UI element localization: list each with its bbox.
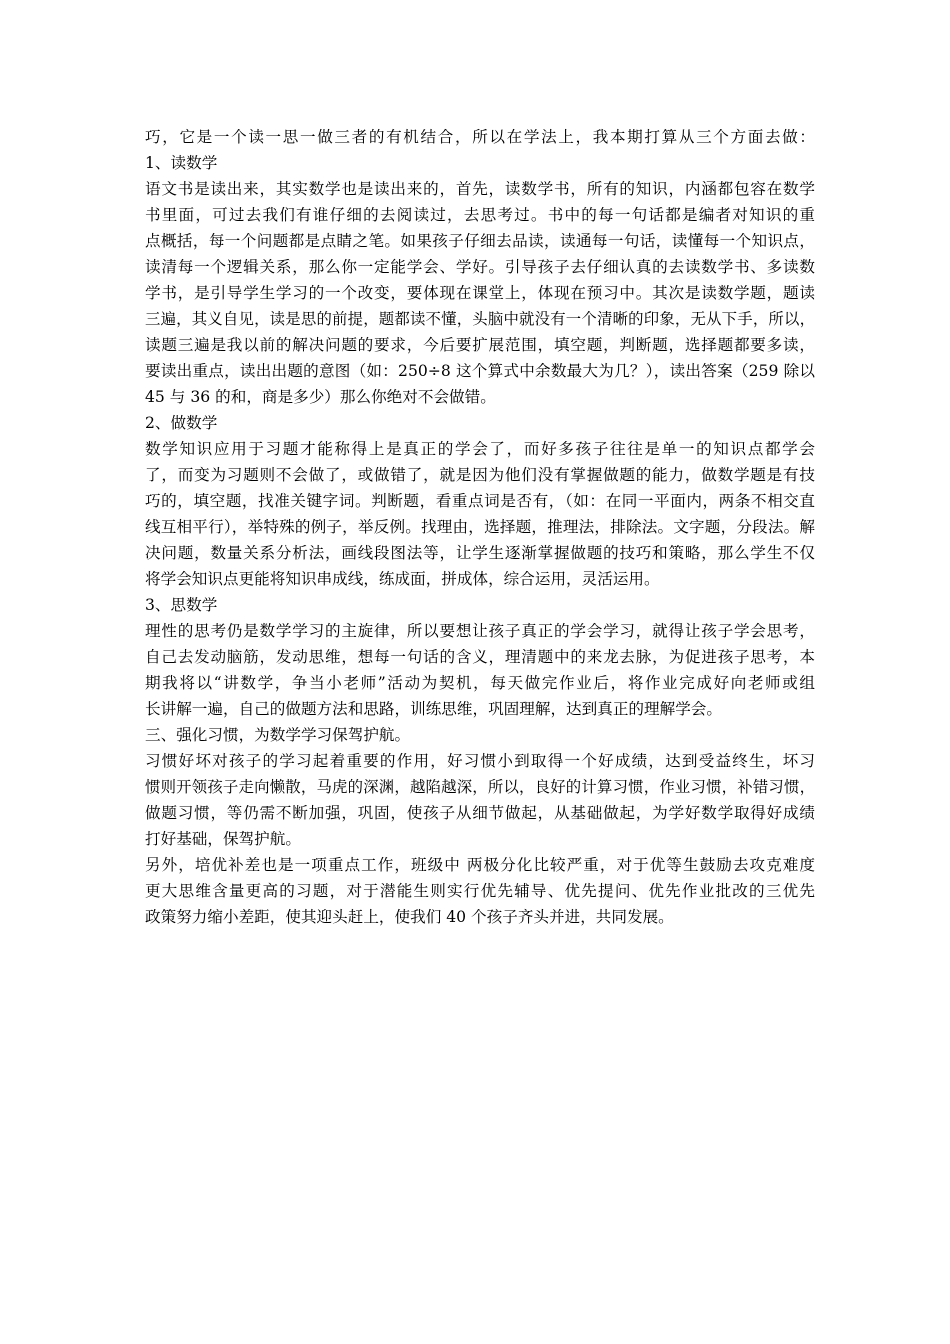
text-line: 三、强化习惯，为数学学习保驾护航。 bbox=[145, 726, 411, 744]
text-line: 三遍，其义自见，读是思的前提，题都读不懂，头脑中就没有一个清晰的印象，无从下手，所以， bbox=[145, 310, 815, 328]
text-line: 理性的思考仍是数学学习的主旋律，所以要想让孩子真正的学会学习，就得让孩子学会思考， bbox=[145, 622, 815, 640]
document-body bbox=[145, 124, 815, 930]
text-line: 数学知识应用于习题才能称得上是真正的学会了，而好多孩子往往是单一的知识点都学会 bbox=[145, 440, 815, 458]
text-line: 2、做数学 bbox=[145, 414, 218, 432]
text-line: 长讲解一遍，自己的做题方法和思路，训练思维，巩固理解，达到真正的理解学会。 bbox=[145, 700, 722, 718]
text-line: 了，而变为习题则不会做了，或做错了，就是因为他们没有掌握做题的能力，做数学题是有技 bbox=[145, 466, 815, 484]
text-line: 打好基础，保驾护航。 bbox=[145, 830, 301, 848]
text-line: 惯则开领孩子走向懒散，马虎的深渊，越陷越深，所以，良好的计算习惯，作业习惯，补错习惯， bbox=[145, 778, 815, 796]
text-line: 要读出重点，读出出题的意图（如：250÷8 这个算式中余数最大为几？），读出答案（259 除以 bbox=[145, 362, 815, 380]
text-line: 做题习惯，等仍需不断加强，巩固，使孩子从细节做起，从基础做起，为学好数学取得好成绩 bbox=[145, 804, 815, 822]
text-line: 习惯好坏对孩子的学习起着重要的作用，好习惯小到取得一个好成绩，达到受益终生，坏习 bbox=[145, 752, 815, 770]
text-line: 期我将以“讲数学，争当小老师”活动为契机，每天做完作业后，将作业完成好向老师或组 bbox=[145, 674, 815, 692]
text-line: 3、思数学 bbox=[145, 596, 218, 614]
text-line: 线互相平行），举特殊的例子，举反例。找理由，选择题，推理法，排除法。文字题，分段法。解 bbox=[145, 518, 815, 536]
text-line: 点概括，每一个问题都是点睛之笔。如果孩子仔细去品读，读通每一句话，读懂每一个知识点， bbox=[145, 232, 815, 250]
text-line: 巧的，填空题，找准关键字词。判断题，看重点词是否有，（如：在同一平面内，两条不相交直 bbox=[145, 492, 815, 510]
text-line: 读清每一个逻辑关系，那么你一定能学会、学好。引导孩子去仔细认真的去读数学书、多读数 bbox=[145, 258, 815, 276]
text-line: 学书，是引导学生学习的一个改变，要体现在课堂上，体现在预习中。其次是读数学题，题读 bbox=[145, 284, 815, 302]
text-line: 45 与 36 的和，商是多少）那么你绝对不会做错。 bbox=[145, 388, 496, 406]
text-line: 将学会知识点更能将知识串成线，练成面，拼成体，综合运用，灵活运用。 bbox=[145, 570, 660, 588]
text-line: 另外，培优补差也是一项重点工作，班级中 两极分化比较严重，对于优等生鼓励去攻克难度 bbox=[145, 856, 815, 874]
text-line: 语文书是读出来，其实数学也是读出来的，首先，读数学书，所有的知识，内涵都包容在数学 bbox=[145, 180, 815, 198]
text-line: 书里面，可过去我们有谁仔细的去阅读过，去思考过。书中的每一句话都是编者对知识的重 bbox=[145, 206, 815, 224]
text-line: 自己去发动脑筋，发动思维，想每一句话的含义，理清题中的来龙去脉，为促进孩子思考，本 bbox=[145, 648, 815, 666]
text-line: 更大思维含量更高的习题，对于潜能生则实行优先辅导、优先提问、优先作业批改的三优先 bbox=[145, 882, 815, 900]
text-line: 读题三遍是我以前的解决问题的要求，今后要扩展范围，填空题，判断题，选择题都要多读， bbox=[145, 336, 815, 354]
text-line: 1、读数学 bbox=[145, 154, 218, 172]
text-line: 决问题，数量关系分析法，画线段图法等，让学生逐渐掌握做题的技巧和策略，那么学生不仅 bbox=[145, 544, 815, 562]
text-line: 巧，它是一个读一思一做三者的有机结合，所以在学法上，我本期打算从三个方面去做： bbox=[145, 128, 815, 146]
text-line: 政策努力缩小差距，使其迎头赶上，使我们 40 个孩子齐头并进，共同发展。 bbox=[145, 908, 674, 926]
